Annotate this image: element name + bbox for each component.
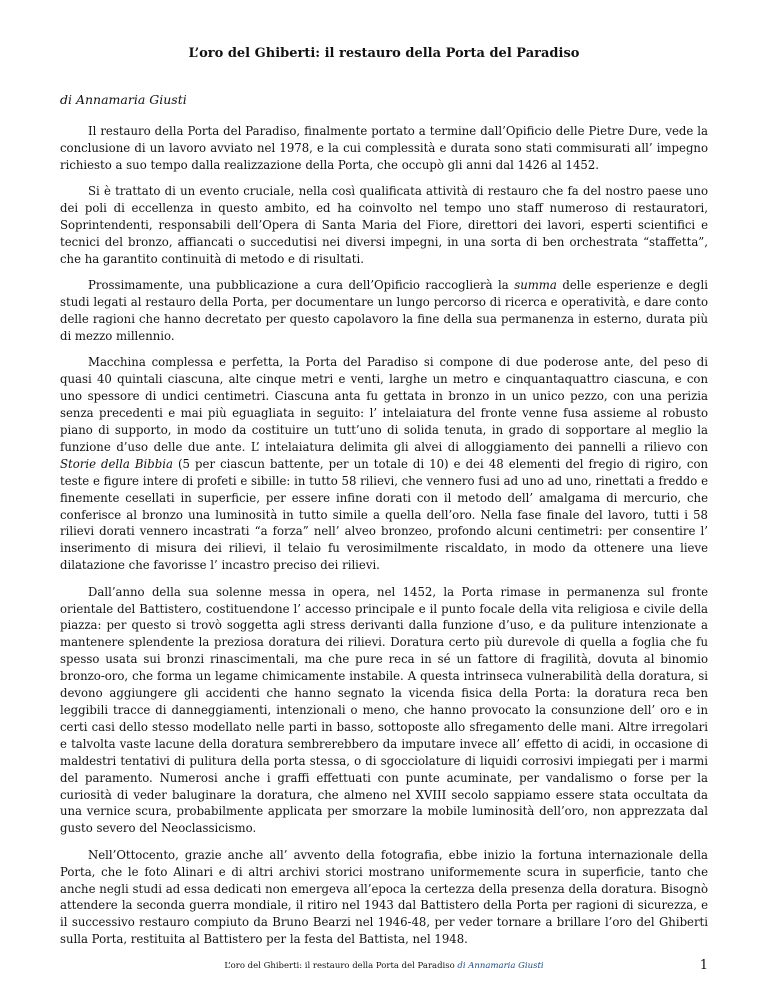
paragraph-3-start: Prossimamente, una pubblicazione a cura dell’Opificio raccoglierà la (88, 278, 515, 293)
footer-title: L’oro del Ghiberti: il restauro della Porta del Paradiso (224, 961, 455, 971)
paragraph-4-end: (5 per ciascun battente, per un totale di 10) e dei 48 elementi del fregio di rigiro, con teste e figure intere di profeti e sibille: in tutto 58 rilievi, che vennero fusi ad uno ad uno, rinettati a freddo e finemente cesellati in superficie, per essere infine dorati con il metodo dell’ amalgama di mercurio, che conferisce al bronzo una luminosità in tutto simile a quella dell’oro. Nella fase finale del lavoro, tutti i 58 rilievi dorati vennero incastrati “a forza” nell’ alveo bronzeo, profondo alcuni centimetri: per consentire l’ inserimento di misura dei rilievi, il telaio fu verosimilmente riscaldato, in modo da ottenere una lieve dilatazione che favorisse l’ incastro preciso dei rilievi. (60, 456, 709, 573)
page-number: 1 (699, 958, 708, 973)
paragraph-6: Nell’Ottocento, grazie anche all’ avvento della fotografia, ebbe inizio la fortuna internazionale della Porta, che le foto Alinari e di altri archivi storici mostrano uniformemente scura in superficie, tanto che anche negli studi ad essa dedicati non emergeva all’epoca la certezza della presenza della doratura. Bisognò attendere la seconda guerra mondiale, il ritiro nel 1943 dal Battistero della Porta per ragioni di sicurezza, e il successivo restauro compiuto da Bruno Bearzi nel 1946-48, per veder tornare a brillare l’oro del Ghiberti sulla Porta, restituita al Battistero per la festa del Battista, nel 1948. (60, 847, 708, 947)
paragraph-4 (60, 354, 708, 574)
article-body (60, 123, 708, 958)
page-footer (60, 961, 708, 972)
summa-italic: summa (514, 278, 557, 293)
paragraph-2: Si è trattato di un evento cruciale, nella così qualificata attività di restauro che fa del nostro paese uno dei poli di eccellenza in questo ambito, ed ha coinvolto nel tempo uno staff numeroso di restauratori, Soprintendenti, responsabili dell’Opera di Santa Maria del Fiore, direttori dei lavori, esperti scientifici e tecnici del bronzo, affiancati o succedutisi nei diversi impegni, in una sorta di ben orchestrata “staffetta”, che ha garantito continuità di metodo e di risultati. (60, 184, 708, 266)
storie-bibbia-italic: Storie della Bibbia (60, 456, 173, 471)
document-title: L’oro del Ghiberti: il restauro della Porta del Paradiso (188, 46, 580, 61)
paragraph-1: Il restauro della Porta del Paradiso, finalmente portato a termine dall’Opificio delle Pietre Dure, vede la conclusione di un lavoro avviato nel 1978, e la cui complessità e durata sono stati commisurati all’ impegno richiesto a suo tempo dalla realizzazione della Porta, che occupò gli anni dal 1426 al 1452. (60, 124, 708, 172)
paragraph-3-end: delle esperienze e degli studi legati al restauro della Porta, per documentare un lungo percorso di ricerca e operatività, e dare conto delle ragioni che hanno decretato per questo capolavoro la fine della sua permanenza in esterno, durata più di mezzo millennio. (60, 278, 708, 343)
paragraph-3 (60, 277, 708, 345)
paragraph-5: Dall’anno della sua solenne messa in opera, nel 1452, la Porta rimase in permanenza sul fronte orientale del Battistero, costituendone l’ accesso principale e il punto focale della vita religiosa e civile della piazza: per questo si trovò soggetta agli stress derivanti dalla funzione d’uso, e da puliture intenzionate a mantenere splendente la preziosa doratura dei rilievi. Doratura certo più durevole di quella a foglia che fu spesso usata sui bronzi rinascimentali, ma che pure reca in sé un fattore di fragilità, dovuta al binomio bronzo-oro, che forma un legame chimicamente instabile. A questa intrinseca vulnerabilità della doratura, si devono aggiungere gli accidenti che hanno segnato la vicenda fisica della Porta: la doratura reca ben leggibili tracce di danneggiamenti, intenzionali o meno, che hanno provocato la consunzione dell’ oro e in certi casi dello stesso modellato nelle parti in basso, sottoposte allo sfregamento delle mani. Altre irregolari e talvolta vaste lacune della doratura sembrerebbero da imputare invece all’ effetto di acidi, in occasione di maldestri tentativi di pulitura della porta stessa, o di sgocciolature di liquidi corrosivi impiegati per i marmi del paramento. Numerosi anche i graffi effettuati con punte acuminate, per vandalismo o forse per la curiosità di veder baluginare la doratura, che almeno nel XVIII secolo sappiamo essere stata occultata da una vernice scura, probabilmente applicata per smorzare la mobile luminosità dell’oro, non apprezzata dal gusto severo del Neoclassicismo. (60, 584, 708, 836)
footer-author: di Annamaria Giusti (457, 961, 544, 971)
paragraph-4-start: Macchina complessa e perfetta, la Porta del Paradiso si compone di due poderose ante, del peso di quasi 40 quintali ciascuna, alte cinque metri e venti, larghe un metro e cinquantaquattro ciascuna, e con uno spessore di undici centimetri. Ciascuna anta fu gettata in bronzo in un unico pezzo, con una perizia senza precedenti e mai più eguagliata in seguito: l’ intelaiatura del fronte venne fusa assieme al robusto piano di supporto, in modo da costituire un tutt’uno di solida tenuta, in grado di sopportare al meglio la funzione d’uso delle due ante. L’ intelaiatura delimita gli alvei di alloggiamento dei pannelli a rilievo con (60, 355, 708, 454)
author-line: di Annamaria Giusti (60, 92, 187, 107)
